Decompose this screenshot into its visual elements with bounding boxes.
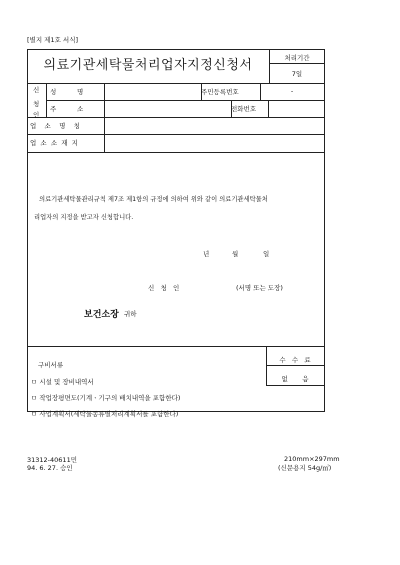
date-month: 월 [232, 250, 239, 258]
footer-paper-type: (신문용지 54g/㎡) [278, 464, 332, 472]
document-item: ㅁ 시설 및 장비내역서 [31, 378, 94, 386]
fee-label: 수 수 료 [279, 356, 311, 364]
fee-value: 없 음 [281, 375, 309, 383]
name-label: 성 명 [50, 88, 84, 96]
body-line-2: 리업자의 지정을 받고자 신청합니다. [34, 214, 134, 221]
business-location-label: 업 소 소 재 지 [30, 139, 78, 147]
document-item: ㅁ 사업계획서(세탁물종류별처리계획서를 포함한다) [31, 410, 179, 418]
applicant-side-label-3: 인 [33, 111, 40, 119]
footer-approval-date: 94. 6. 27. 승인 [27, 464, 73, 472]
processing-period-label: 처리기간 [284, 54, 310, 62]
address-label: 주 소 [50, 105, 84, 113]
form-title: 의료기관세탁물처리업자지정신청서 [43, 58, 253, 73]
business-name-label: 업 소 명 칭 [30, 122, 80, 130]
document-item: ㅁ 작업장평면도(기계ㆍ기구의 배치내역을 포함한다) [31, 394, 181, 402]
applicant-side-label-1: 신 [33, 86, 40, 94]
applicant-signature-label: 신 청 인 [148, 284, 180, 292]
phone-label: 전화번호 [231, 105, 257, 113]
footer-paper-size: 210mm×297mm [284, 455, 340, 463]
recipient-name: 보건소장 [84, 310, 119, 320]
processing-period-value: 7일 [291, 70, 303, 78]
footer-form-code: 31312-40611민 [27, 456, 77, 464]
date-day: 일 [263, 250, 270, 258]
recipient-honorific: 귀하 [124, 310, 137, 318]
body-line-1: 의료기관세탁물관리규칙 제7조 제1항의 규정에 의하여 위와 같이 의료기관세탁물처 [39, 196, 268, 203]
applicant-side-label-2: 청 [33, 100, 40, 108]
date-year: 년 [203, 250, 210, 258]
form-number: [별지 제1호 서식] [27, 36, 79, 44]
rrn-value: - [290, 87, 294, 95]
documents-title: 구비서류 [38, 361, 64, 369]
rrn-label: 주민등록번호 [201, 88, 239, 96]
signature-instruction: (서명 또는 도장) [236, 284, 283, 292]
